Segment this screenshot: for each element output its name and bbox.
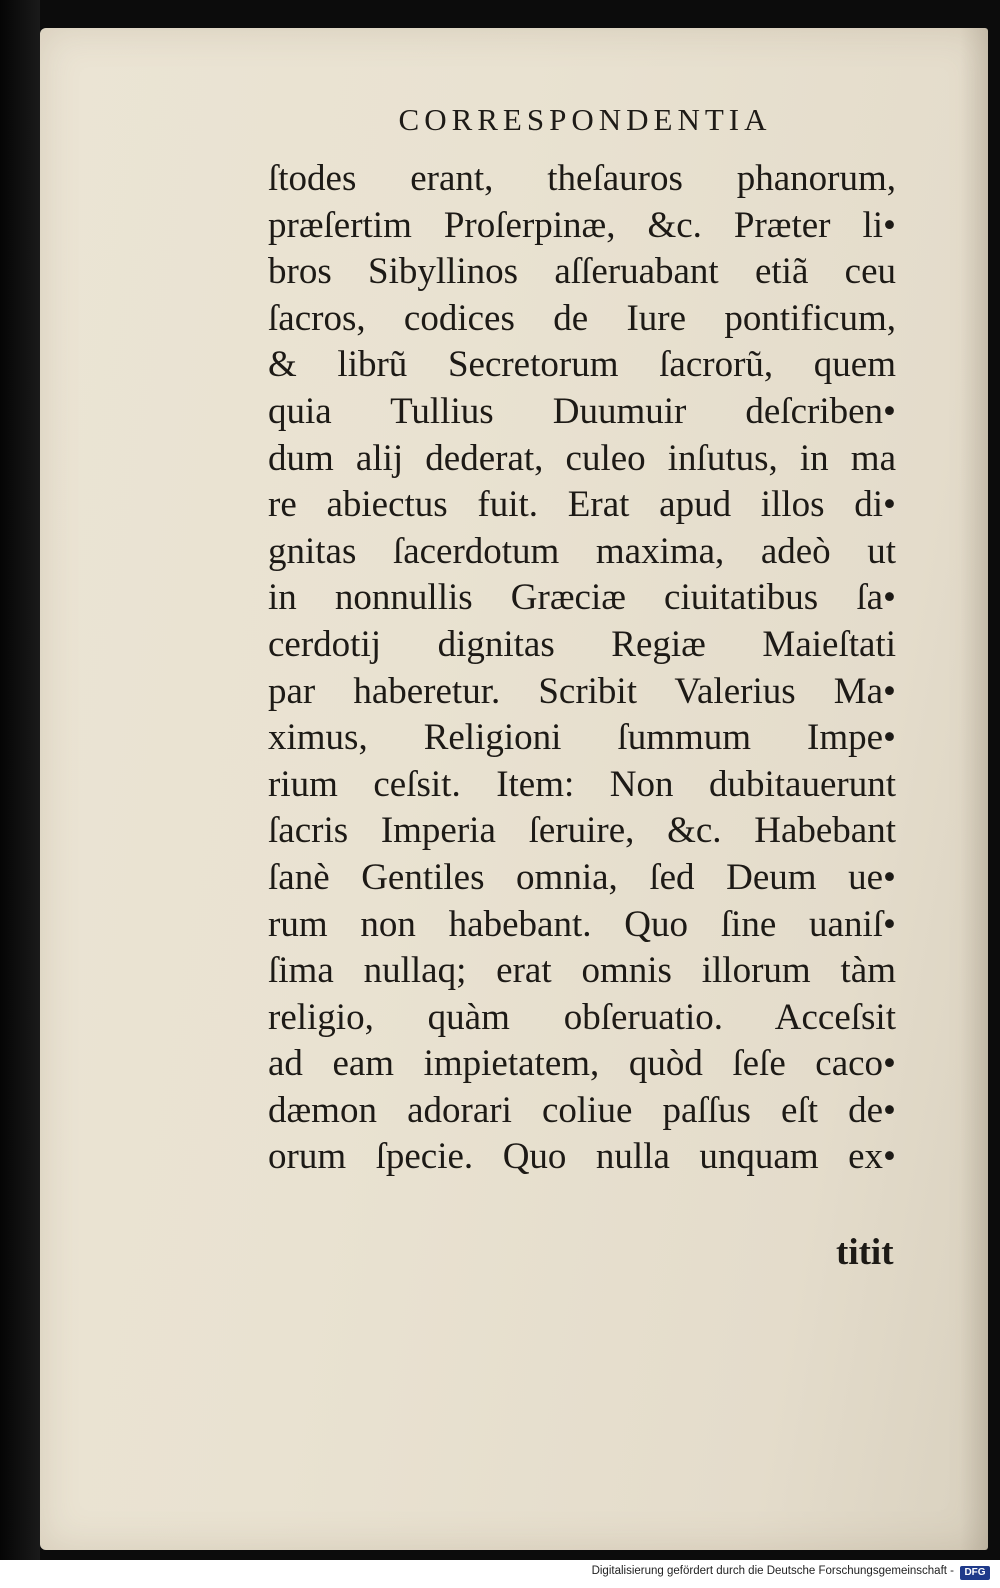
text-line: dum alij dederat, culeo inſutus, in ma xyxy=(268,437,896,479)
text-block xyxy=(268,156,896,1181)
text-line: gnitas ſacerdotum maxima, adeò ut xyxy=(268,530,896,572)
text-line: orum ſpecie. Quo nulla unquam ex• xyxy=(268,1136,896,1178)
text-line: ſacros, codices de Iure pontificum, xyxy=(268,297,896,339)
text-line: ad eam impietatem, quòd ſeſe caco• xyxy=(268,1043,896,1085)
text-line: rium ceſsit. Item: Non dubitauerunt xyxy=(268,763,896,805)
text-line: cerdotij dignitas Regiæ Maieſtati xyxy=(268,623,896,665)
text-line: quia Tullius Duumuir deſcriben• xyxy=(268,390,896,432)
book-spine-shadow xyxy=(0,0,40,1560)
running-head: CORRESPONDENTIA xyxy=(398,102,772,137)
text-line: ſima nullaq; erat omnis illorum tàm xyxy=(268,950,896,992)
text-line: ſtodes erant, theſauros phanorum, xyxy=(268,158,896,199)
digitization-footer xyxy=(0,1560,1000,1588)
text-line: rum non habebant. Quo ſine uaniſ• xyxy=(268,903,896,945)
text-line: & librũ Secretorum ſacrorũ, quem xyxy=(268,344,896,386)
text-line: præſertim Proſerpinæ, &c. Præter li• xyxy=(268,204,896,246)
text-line: dæmon adorari coliue paſſus eſt de• xyxy=(268,1089,896,1131)
text-line: par haberetur. Scribit Valerius Ma• xyxy=(268,670,896,712)
catchword: titit xyxy=(836,1232,894,1273)
book-page xyxy=(40,28,988,1550)
text-line: religio, quàm obſeruatio. Acceſsit xyxy=(268,996,896,1038)
text-line: ſacris Imperia ſeruire, &c. Habebant xyxy=(268,810,896,852)
funding-credit: Digitalisierung gefördert durch die Deutsche Forschungsgemeinschaft - xyxy=(591,1565,954,1577)
text-line: bros Sibyllinos aſſeruabant etiã ceu xyxy=(268,251,896,293)
dfg-logo: DFG xyxy=(960,1566,990,1580)
text-line: ſanè Gentiles omnia, ſed Deum ue• xyxy=(268,856,896,898)
text-line: re abiectus fuit. Erat apud illos di• xyxy=(268,484,896,526)
text-line: ximus, Religioni ſummum Impe• xyxy=(268,717,896,759)
text-line: in nonnullis Græciæ ciuitatibus ſa• xyxy=(268,577,896,619)
